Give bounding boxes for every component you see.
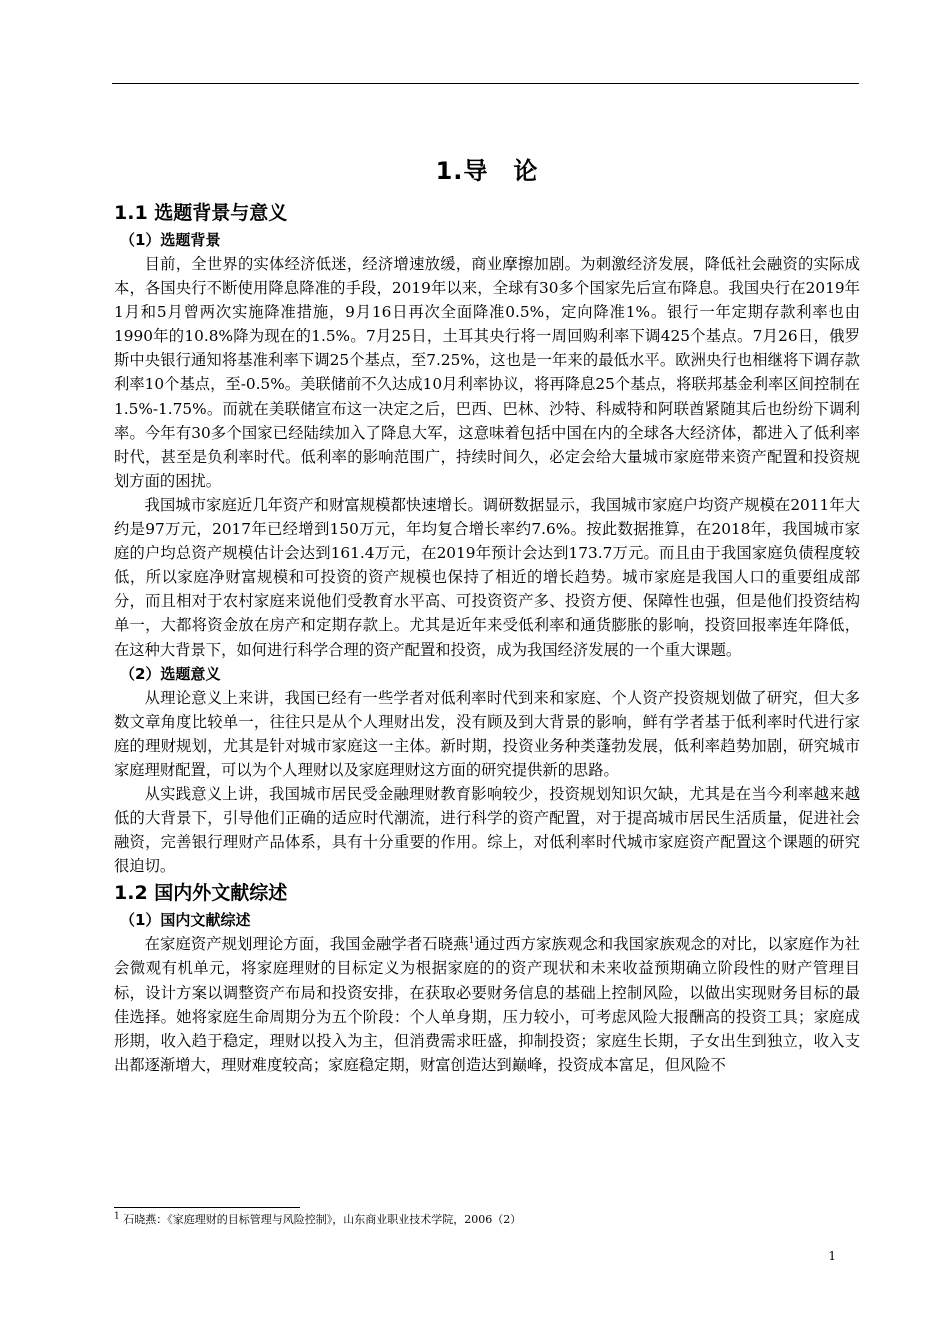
- paragraph-text: 通过西方家族观念和我国家族观念的对比，以家庭作为社会微观有机单元，将家庭理财的目标定义为根据家庭的的资产现状和未来收益预期确立阶段性的财产管理目标，设计方案以调整资产布局和投资安排，在获取必要财务信息的基础上控制风险，以做出实现财务目标的最佳选择。她将家庭生命周期分为五个阶段：个人单身期，压力较小，可考虑风险大报酬高的投资工具；家庭成形期，收入趋于稳定，理财以投入为主，但消费需求旺盛，抑制投资；家庭生长期，子女出生到独立，收入支出都逐渐增大，理财难度较高；家庭稳定期，财富创造达到巅峰，投资成本富足，但风险不: [114, 935, 860, 1074]
- subsection-heading-domestic-literature: （1）国内文献综述: [120, 911, 251, 930]
- main-content: [114, 154, 860, 1077]
- footnote: [114, 1212, 860, 1228]
- paragraph-text: 在家庭资产规划理论方面，我国金融学者石晓燕: [144, 935, 469, 954]
- subsection-heading-background: （1）选题背景: [120, 231, 221, 249]
- header-rule: [112, 83, 859, 84]
- paragraph: 我国城市家庭近几年资产和财富规模都快速增长。调研数据显示，我国城市家庭户均资产规模在2011年大约是97万元，2017年已经增到150万元，年均复合增长率约7.6%。按此数据推算，在2018年，我国城市家庭的户均总资产规模估计会达到161.4万元，在2019年预计会达到173.7万元。而且由于我国家庭负债程度较低，所以家庭净财富规模和可投资的资产规模也保持了相近的增长趋势。城市家庭是我国人口的重要组成部分，而且相对于农村家庭来说他们受教育水平高、可投资资产多、投资方便、保障性也强，但是他们投资结构单一，大都将资金放在房产和定期存款上。尤其是近年来受低利率和通货膨胀的影响，投资回报率连年降低，在这种大背景下，如何进行科学合理的资产配置和投资，成为我国经济发展的一个重大课题。: [114, 495, 860, 659]
- section-heading-1-2: 1.2 国内外文献综述: [114, 882, 288, 905]
- footnote-reference[interactable]: 1: [468, 936, 475, 947]
- subsection-heading-significance: （2）选题意义: [120, 664, 221, 683]
- chapter-title: 1.导 论: [435, 157, 539, 185]
- paragraph: 目前，全世界的实体经济低迷，经济增速放缓，商业摩擦加剧。为刺激经济发展，降低社会融资的实际成本，各国央行不断使用降息降准的手段，2019年以来，全球有30多个国家先后宣布降息。我国央行在2019年1月和5月曾两次实施降准措施，9月16日再次全面降准0.5%，定向降准1%。银行一年定期存款利率也由1990年的10.8%降为现在的1.5%。7月25日，土耳其央行将一周回购利率下调425个基点。7月26日，俄罗斯中央银行通知将基准利率下调25个基点，至7.25%，这也是一年来的最低水平。欧洲央行也相继将下调存款利率10个基点，至-0.5%。美联储前不久达成10月利率协议，将再降息25个基点，将联邦基金利率区间控制在1.5%-1.75%。而就在美联储宣布这一决定之后，巴西、巴林、沙特、科威特和阿联酋紧随其后也纷纷下调利率。今年有30多个国家已经陆续加入了降息大军，这意味着包括中国在内的全球各大经济体，都进入了低利率时代，甚至是负利率时代。低利率的影响范围广，持续时间久，必定会给大量城市家庭带来资产配置和投资规划方面的困扰。: [114, 255, 860, 490]
- paragraph: 从实践意义上讲，我国城市居民受金融理财教育影响较少，投资规划知识欠缺，尤其是在当今利率越来越低的大背景下，引导他们正确的适应时代潮流，进行科学的资产配置，对于提高城市居民生活质量，促进社会融资，完善银行理财产品体系，具有十分重要的作用。综上，对低利率时代城市家庭资产配置这个课题的研究很迫切。: [114, 784, 860, 876]
- footnote-text: 石晓燕：《家庭理财的目标管理与风险控制》，山东商业职业技术学院，2006（2）: [119, 1213, 522, 1226]
- page-number: 1: [828, 1249, 836, 1263]
- footnote-mark: 1: [114, 1211, 120, 1222]
- paragraph-with-footnote: [114, 932, 860, 1077]
- footnote-separator: [114, 1207, 300, 1208]
- section-heading-1-1: 1.1 选题背景与意义: [114, 202, 288, 224]
- paragraph: 从理论意义上来讲，我国已经有一些学者对低利率时代到来和家庭、个人资产投资规划做了研究，但大多数文章角度比较单一，往往只是从个人理财出发，没有顾及到大背景的影响，鲜有学者基于低利率时代进行家庭的理财规划，尤其是针对城市家庭这一主体。新时期，投资业务种类蓬勃发展，低利率趋势加剧，研究城市家庭理财配置，可以为个人理财以及家庭理财这方面的研究提供新的思路。: [114, 688, 860, 779]
